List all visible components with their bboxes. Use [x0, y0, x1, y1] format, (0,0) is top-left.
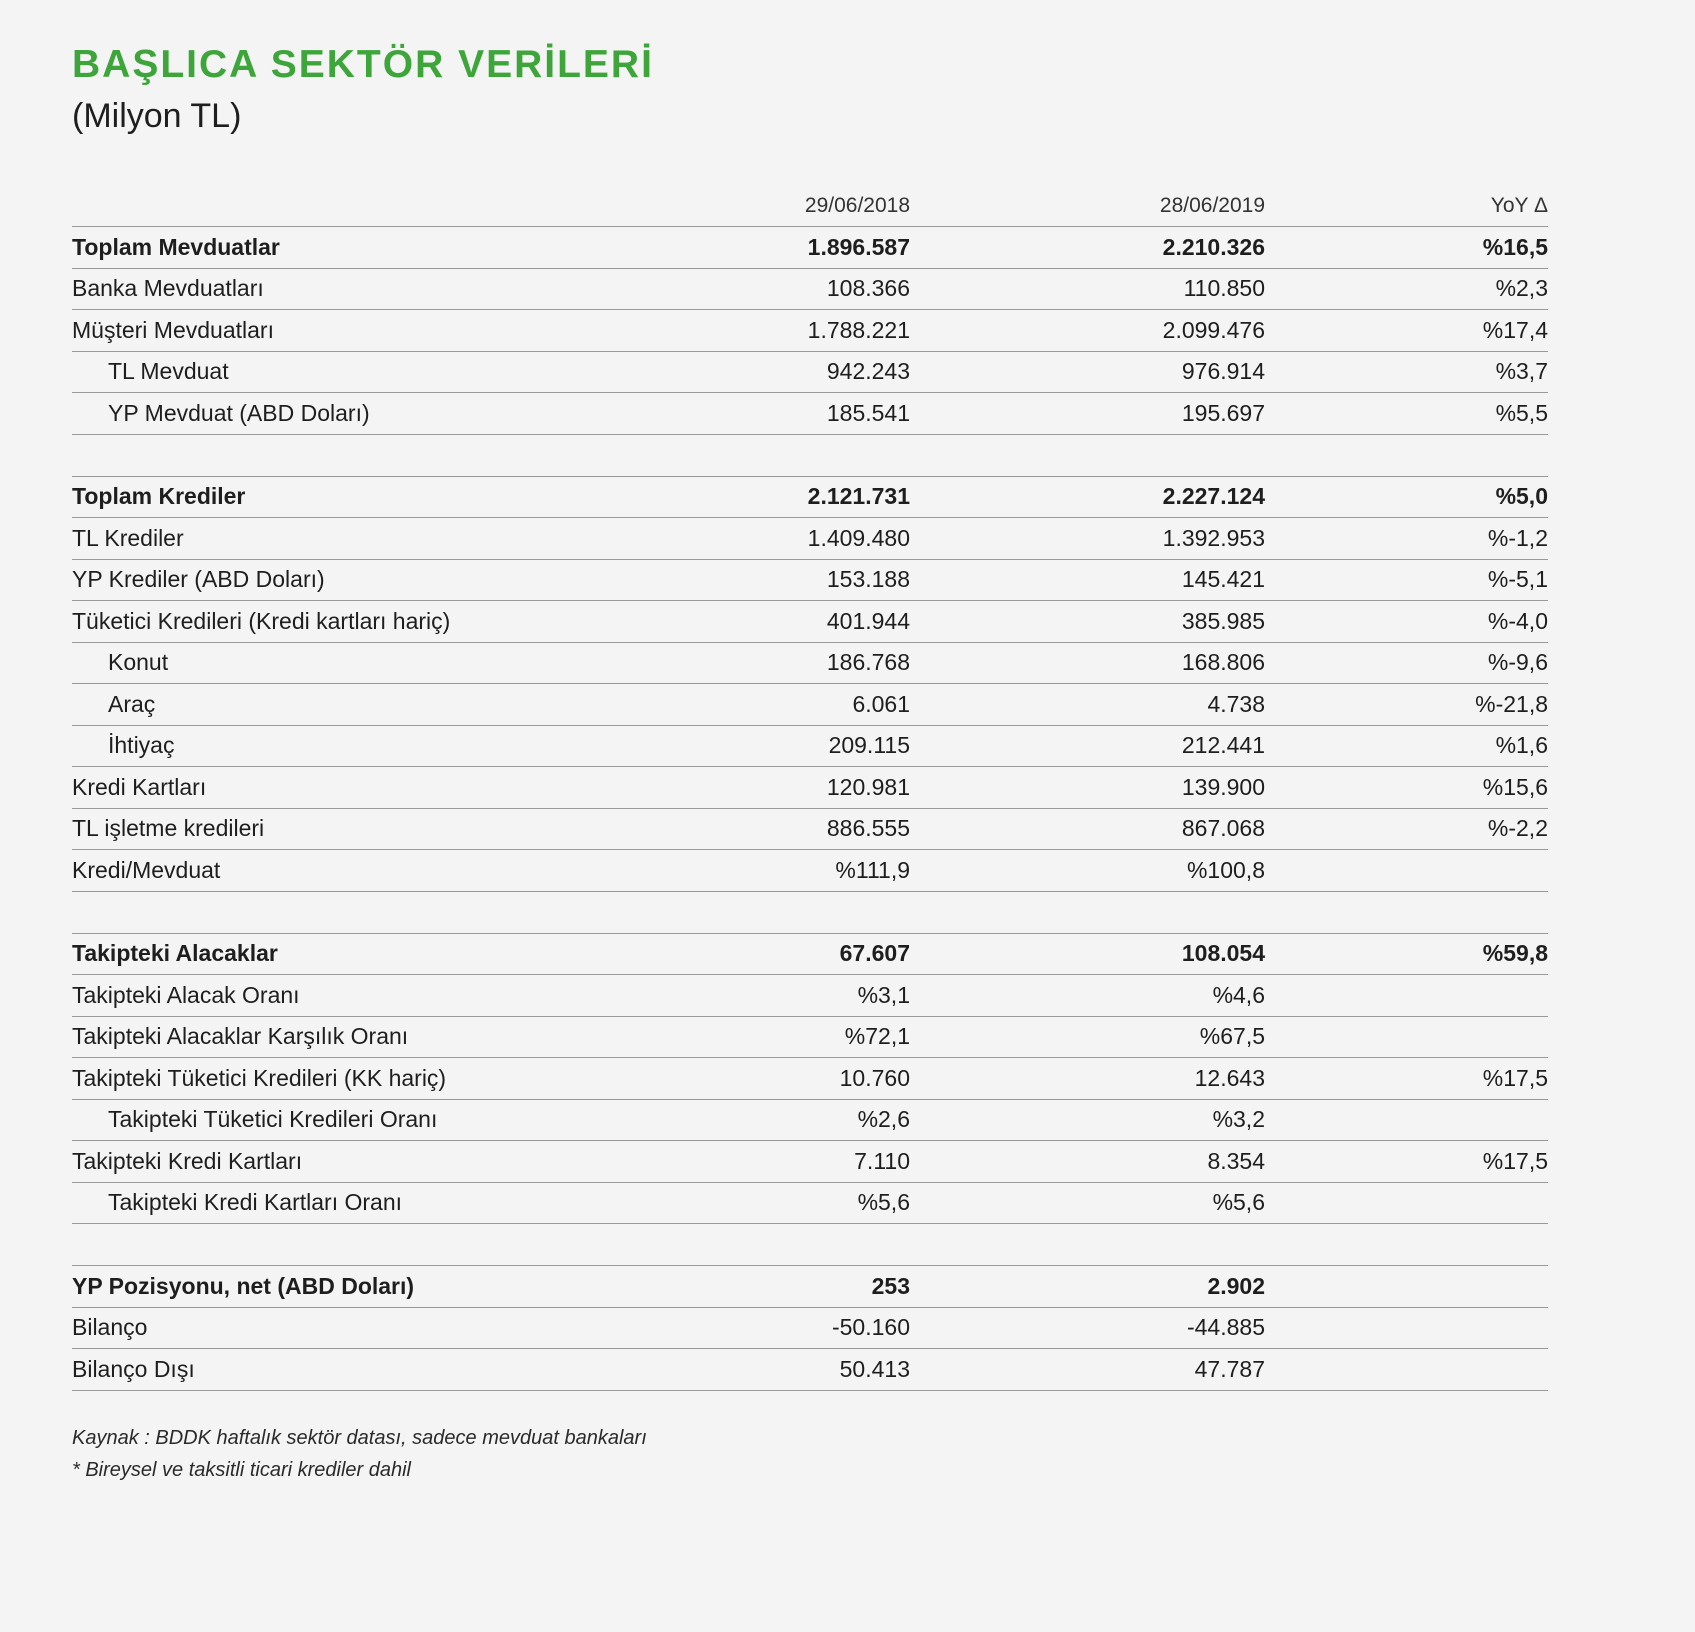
- row-value-yoy: %5,0: [1495, 483, 1548, 510]
- row-label: Takipteki Kredi Kartları: [72, 1147, 303, 1174]
- section-gap: [72, 435, 1548, 477]
- table-row: [72, 850, 1548, 892]
- row-label: Konut: [108, 649, 169, 676]
- row-value-yoy: %-21,8: [1475, 690, 1548, 717]
- row-value-2018: 886.555: [826, 815, 910, 842]
- table-row: [72, 726, 1548, 768]
- header-yoy-change: YoY Δ: [1490, 194, 1548, 217]
- row-value-2019: 8.354: [1207, 1147, 1265, 1174]
- row-label: Bilanço Dışı: [72, 1355, 195, 1382]
- row-label: TL işletme kredileri: [72, 815, 265, 842]
- row-value-yoy: %59,8: [1482, 940, 1548, 967]
- row-value-2018: 253: [871, 1272, 910, 1299]
- table-row: [72, 767, 1548, 809]
- table-row: [72, 1266, 1548, 1308]
- row-label: YP Pozisyonu, net (ABD Doları): [72, 1272, 415, 1299]
- row-value-yoy: %3,7: [1495, 358, 1548, 385]
- row-label: Takipteki Alacaklar Karşılık Oranı: [72, 1023, 409, 1050]
- table-row: [72, 518, 1548, 560]
- row-value-2018: 10.760: [839, 1064, 910, 1091]
- row-value-yoy: %17,4: [1482, 316, 1548, 343]
- table-row: [72, 601, 1548, 643]
- row-value-2019: %5,6: [1212, 1189, 1265, 1216]
- table-row: [72, 352, 1548, 394]
- row-value-yoy: %-1,2: [1487, 524, 1548, 551]
- row-label: Toplam Mevduatlar: [72, 233, 280, 260]
- row-value-2019: 47.787: [1194, 1355, 1265, 1382]
- row-value-2019: 976.914: [1181, 358, 1265, 385]
- row-value-yoy: %1,6: [1495, 732, 1548, 759]
- row-value-2018: %3,1: [857, 981, 910, 1008]
- table-row: [72, 310, 1548, 352]
- row-value-2018: 942.243: [826, 358, 910, 385]
- row-label: YP Mevduat (ABD Doları): [108, 399, 370, 426]
- table-row: [72, 1141, 1548, 1183]
- row-value-2019: 168.806: [1181, 649, 1265, 676]
- row-value-yoy: %-5,1: [1487, 566, 1548, 593]
- row-value-2019: 12.643: [1194, 1064, 1265, 1091]
- row-value-2018: 67.607: [839, 940, 910, 967]
- table-row: [72, 227, 1548, 269]
- row-value-2019: 139.900: [1181, 773, 1265, 800]
- row-value-2019: 2.099.476: [1162, 316, 1265, 343]
- row-value-2019: 2.210.326: [1162, 233, 1265, 260]
- row-value-2018: %111,9: [835, 856, 910, 883]
- page-title: BAŞLICA SEKTÖR VERİLERİ: [72, 43, 654, 86]
- row-value-2019: 195.697: [1181, 399, 1265, 426]
- row-label: Toplam Krediler: [72, 483, 246, 510]
- row-label: Takipteki Tüketici Kredileri Oranı: [108, 1106, 438, 1133]
- row-value-yoy: %-4,0: [1487, 607, 1548, 634]
- header-date-2019: 28/06/2019: [1159, 194, 1265, 217]
- row-value-2018: 1.896.587: [807, 233, 910, 260]
- row-value-2018: 108.366: [826, 275, 910, 302]
- row-label: Takipteki Kredi Kartları Oranı: [108, 1189, 403, 1216]
- row-value-2019: %3,2: [1212, 1106, 1265, 1133]
- row-label: TL Mevduat: [108, 358, 229, 385]
- row-value-yoy: %5,5: [1495, 399, 1548, 426]
- row-value-yoy: %2,3: [1495, 275, 1548, 302]
- table-row: [72, 1349, 1548, 1391]
- row-label: Takipteki Alacak Oranı: [72, 981, 300, 1008]
- row-value-2018: 120.981: [826, 773, 910, 800]
- footnotes: [72, 1422, 647, 1486]
- row-label: Bilanço: [72, 1314, 148, 1341]
- table-row: [72, 1100, 1548, 1142]
- table-body: [72, 227, 1548, 1391]
- row-value-2019: %4,6: [1212, 981, 1265, 1008]
- row-value-2018: 153.188: [826, 566, 910, 593]
- table-row: [72, 269, 1548, 311]
- row-value-2018: 2.121.731: [807, 483, 910, 510]
- row-value-2018: %5,6: [857, 1189, 910, 1216]
- row-value-yoy: %17,5: [1482, 1064, 1548, 1091]
- row-value-2019: 385.985: [1181, 607, 1265, 634]
- row-value-2018: -50.160: [831, 1314, 910, 1341]
- row-value-2018: 185.541: [826, 399, 910, 426]
- row-value-2019: 2.902: [1207, 1272, 1265, 1299]
- row-value-yoy: %15,6: [1482, 773, 1548, 800]
- table-row: [72, 684, 1548, 726]
- row-value-2019: 145.421: [1181, 566, 1265, 593]
- row-label: Kredi/Mevduat: [72, 856, 221, 883]
- row-label: YP Krediler (ABD Doları): [72, 566, 325, 593]
- row-value-2019: 1.392.953: [1162, 524, 1265, 551]
- table-row: [72, 934, 1548, 976]
- table-header: [72, 186, 1548, 227]
- table-row: [72, 1017, 1548, 1059]
- footnote-asterisk: * Bireysel ve taksitli ticari krediler dahil: [72, 1459, 412, 1481]
- row-label: Kredi Kartları: [72, 773, 207, 800]
- row-label: Müşteri Mevduatları: [72, 316, 274, 343]
- row-value-2019: 110.850: [1183, 275, 1265, 302]
- row-value-2018: 6.061: [852, 690, 910, 717]
- row-value-yoy: %16,5: [1482, 233, 1548, 260]
- table-row: [72, 1308, 1548, 1350]
- row-value-2018: 1.409.480: [807, 524, 910, 551]
- row-label: Takipteki Tüketici Kredileri (KK hariç): [72, 1064, 447, 1091]
- row-value-yoy: %-2,2: [1487, 815, 1548, 842]
- row-label: Tüketici Kredileri (Kredi kartları hariç): [72, 607, 451, 634]
- row-value-2019: -44.885: [1186, 1314, 1265, 1341]
- row-value-2018: %2,6: [857, 1106, 910, 1133]
- header-date-2018: 29/06/2018: [804, 194, 910, 217]
- table-row: [72, 1183, 1548, 1225]
- page-subtitle: (Milyon TL): [72, 97, 242, 135]
- section-gap: [72, 892, 1548, 934]
- sector-data-table: [72, 186, 1548, 1391]
- section-gap: [72, 1224, 1548, 1266]
- row-value-2019: 2.227.124: [1162, 483, 1265, 510]
- row-label: İhtiyaç: [108, 732, 175, 759]
- source-note: Kaynak : BDDK haftalık sektör datası, sadece mevduat bankaları: [72, 1427, 647, 1449]
- row-label: TL Krediler: [72, 524, 184, 551]
- table-row: [72, 477, 1548, 519]
- row-value-2019: 867.068: [1181, 815, 1265, 842]
- row-label: Araç: [108, 690, 156, 717]
- row-value-2018: 209.115: [828, 732, 910, 759]
- row-value-2019: 4.738: [1207, 690, 1265, 717]
- row-value-2018: 1.788.221: [807, 316, 910, 343]
- table-row: [72, 560, 1548, 602]
- row-value-2019: 212.441: [1181, 732, 1265, 759]
- row-value-2018: 7.110: [854, 1147, 910, 1174]
- row-value-2019: %100,8: [1186, 856, 1265, 883]
- row-value-2018: 50.413: [839, 1355, 910, 1382]
- row-label: Banka Mevduatları: [72, 275, 264, 302]
- table-row: [72, 643, 1548, 685]
- row-label: Takipteki Alacaklar: [72, 940, 278, 967]
- row-value-2019: 108.054: [1181, 940, 1265, 967]
- table-row: [72, 975, 1548, 1017]
- row-value-2018: 401.944: [826, 607, 910, 634]
- row-value-yoy: %17,5: [1482, 1147, 1548, 1174]
- row-value-yoy: %-9,6: [1487, 649, 1548, 676]
- row-value-2019: %67,5: [1199, 1023, 1265, 1050]
- table-row: [72, 809, 1548, 851]
- row-value-2018: 186.768: [826, 649, 910, 676]
- table-row: [72, 393, 1548, 435]
- row-value-2018: %72,1: [844, 1023, 910, 1050]
- table-row: [72, 1058, 1548, 1100]
